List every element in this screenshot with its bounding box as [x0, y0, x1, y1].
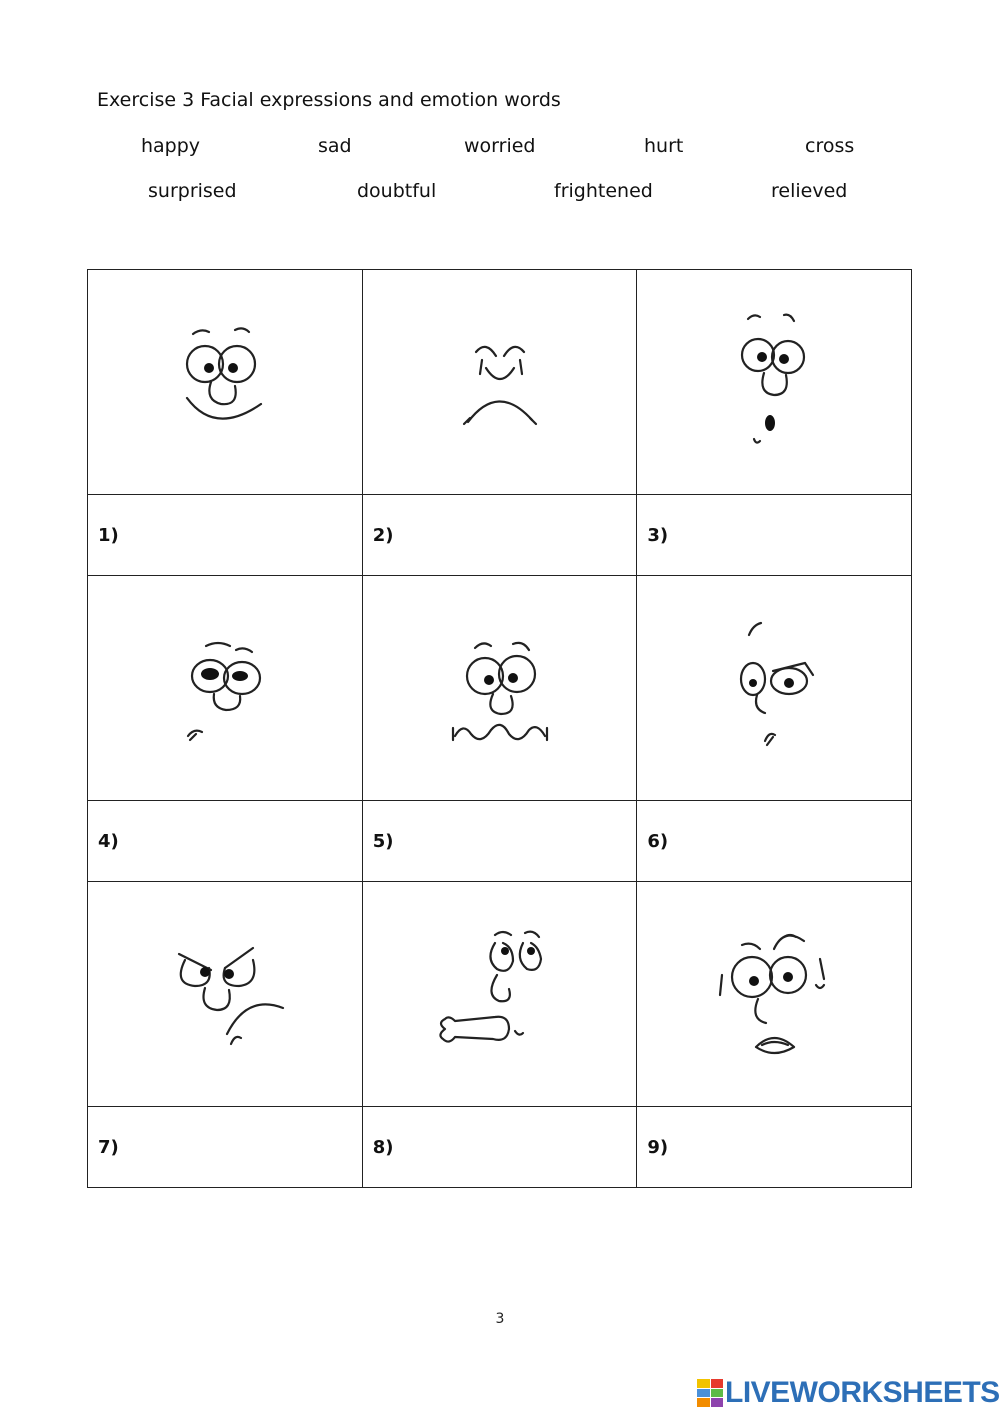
- logo-mark-icon: [697, 1379, 723, 1407]
- face-cell-1: [88, 270, 363, 495]
- face-cell-7: [88, 882, 363, 1107]
- word-cross: cross: [805, 135, 855, 157]
- answer-cell-4[interactable]: [88, 801, 363, 882]
- sad-face-icon: [440, 312, 560, 452]
- answer-cell-8[interactable]: [362, 1107, 637, 1188]
- answer-cell-7[interactable]: [88, 1107, 363, 1188]
- item-number: 4): [98, 830, 119, 852]
- word-happy: happy: [141, 135, 201, 157]
- face-cell-4: [88, 576, 363, 801]
- relieved-face-icon: [425, 919, 575, 1069]
- item-number: 8): [372, 1136, 394, 1158]
- answer-cell-1[interactable]: [88, 495, 363, 576]
- liveworksheets-logo: [697, 1376, 1000, 1410]
- exercise-title: Exercise 3 Facial expressions and emotion words: [97, 89, 561, 111]
- doubtful-face-icon: [709, 613, 839, 763]
- item-number: 7): [98, 1136, 119, 1158]
- cross-face-icon: [160, 618, 290, 758]
- word-surprised: surprised: [148, 180, 237, 202]
- worried-face-icon: [435, 618, 565, 758]
- answer-cell-2[interactable]: [362, 495, 637, 576]
- word-sad: sad: [318, 135, 352, 157]
- item-number: 9): [647, 1136, 669, 1158]
- face-cell-2: [362, 270, 637, 495]
- word-frightened: frightened: [554, 180, 653, 202]
- angry-face-icon: [155, 924, 295, 1064]
- word-relieved: relieved: [771, 180, 848, 202]
- surprised-face-icon: [714, 307, 834, 457]
- item-number: 2): [372, 524, 394, 546]
- face-cell-9: [637, 882, 912, 1107]
- answer-cell-3[interactable]: [637, 495, 912, 576]
- item-number: 6): [647, 830, 669, 852]
- logo-text: LIVEWORKSHEETS: [725, 1376, 1000, 1409]
- frightened-face-icon: [704, 919, 844, 1069]
- answer-cell-9[interactable]: [637, 1107, 912, 1188]
- item-number: 5): [372, 830, 394, 852]
- word-worried: worried: [464, 135, 536, 157]
- face-cell-6: [637, 576, 912, 801]
- face-cell-5: [362, 576, 637, 801]
- item-number: 3): [647, 524, 669, 546]
- face-cell-3: [637, 270, 912, 495]
- item-number: 1): [98, 524, 119, 546]
- word-doubtful: doubtful: [357, 180, 437, 202]
- page-number: 3: [495, 1311, 505, 1327]
- happy-face-icon: [165, 312, 285, 452]
- answer-cell-6[interactable]: [637, 801, 912, 882]
- answer-cell-5[interactable]: [362, 801, 637, 882]
- face-cell-8: [362, 882, 637, 1107]
- faces-table: [87, 269, 912, 1188]
- word-hurt: hurt: [644, 135, 684, 157]
